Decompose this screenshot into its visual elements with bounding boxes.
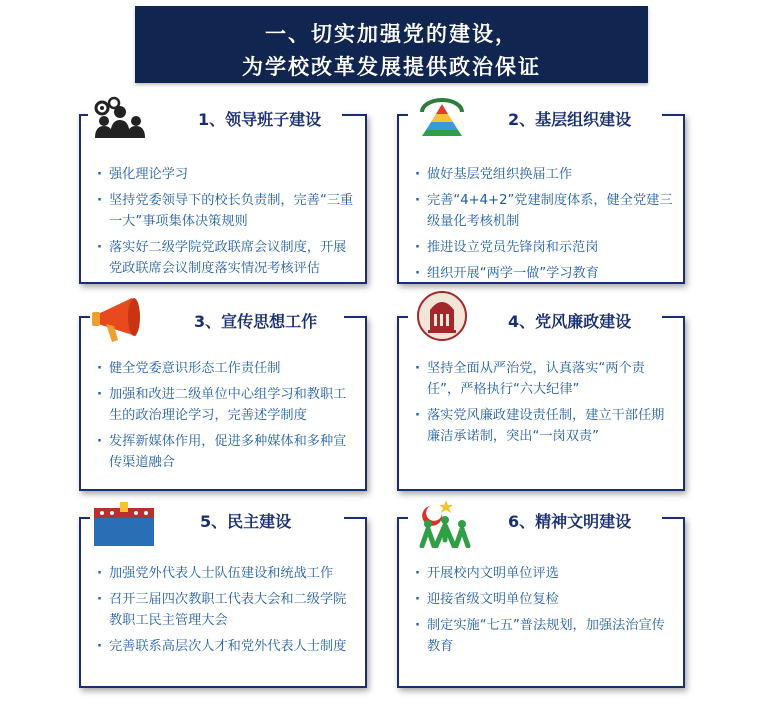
card-democracy-header <box>90 500 344 540</box>
card-integrity-header <box>408 300 662 340</box>
emblem-icon <box>416 288 468 342</box>
list-item: · 强化理论学习 <box>95 164 355 185</box>
list-item: · 加强党外代表人士队伍建设和统战工作 <box>95 563 355 584</box>
card-democracy-title: 5、民主建设 <box>200 511 292 531</box>
ballot-box-icon <box>92 502 156 548</box>
card-civilization-content <box>413 563 673 662</box>
card-leadership-content <box>95 164 355 284</box>
card-civilization-list <box>413 563 673 657</box>
card-grassroots-list <box>413 164 673 284</box>
card-grassroots-header <box>408 98 662 138</box>
card-civilization-title: 6、精神文明建设 <box>508 511 632 531</box>
card-grassroots-content <box>413 164 673 289</box>
banner-title-line2: 为学校改革发展提供政治保证 <box>242 54 541 79</box>
list-item: · 落实党风廉政建设责任制，建立干部任期廉洁承诺制，突出“一岗双责” <box>413 405 673 447</box>
page-banner <box>135 6 648 83</box>
list-item: · 开展校内文明单位评选 <box>413 563 673 584</box>
list-item: · 健全党委意识形态工作责任制 <box>95 358 355 379</box>
list-item: · 加强和改进二级单位中心组学习和教职工生的政治理论学习，完善述学制度 <box>95 384 355 426</box>
card-grassroots-title: 2、基层组织建设 <box>508 109 632 129</box>
list-item: · 坚持党委领导下的校长负责制，完善“三重一大”事项集体决策规则 <box>95 190 355 232</box>
banner-title-line1: 一、切实加强党的建设， <box>265 21 518 46</box>
list-item: · 发挥新媒体作用，促进多种媒体和多种宣传渠道融合 <box>95 431 355 473</box>
card-civilization-header <box>408 500 662 540</box>
civilization-figures-icon <box>416 496 474 548</box>
list-item: · 完善联系高层次人才和党外代表人士制度 <box>95 636 355 657</box>
card-integrity <box>397 316 685 491</box>
card-integrity-content <box>413 358 673 452</box>
card-democracy-list <box>95 563 355 657</box>
list-item: · 制定实施“七五”普法规划，加强法治宣传教育 <box>413 615 673 657</box>
card-integrity-list <box>413 358 673 447</box>
leadership-people-gear-icon <box>92 96 148 140</box>
list-item: · 坚持全面从严治党，认真落实“两个责任”，严格执行“六大纪律” <box>413 358 673 400</box>
card-propaganda-header <box>90 300 344 340</box>
list-item: · 落实好二级学院党政联席会议制度，开展党政联席会议制度落实情况考核评估 <box>95 237 355 279</box>
card-leadership-title: 1、领导班子建设 <box>198 109 322 129</box>
card-propaganda-list <box>95 358 355 473</box>
list-item: · 完善“4+4+2”党建制度体系，健全党建三级量化考核机制 <box>413 190 673 232</box>
card-grassroots <box>397 114 685 284</box>
list-item: · 做好基层党组织换届工作 <box>413 164 673 185</box>
megaphone-icon <box>92 294 152 346</box>
list-item: · 推进设立党员先锋岗和示范岗 <box>413 237 673 258</box>
list-item: · 召开三届四次教职工代表大会和二级学院教职工民主管理大会 <box>95 589 355 631</box>
card-integrity-title: 4、党风廉政建设 <box>508 311 632 331</box>
card-propaganda-title: 3、宣传思想工作 <box>194 311 318 331</box>
list-item: · 组织开展“两学一做”学习教育 <box>413 263 673 284</box>
card-leadership-header <box>88 98 342 138</box>
card-democracy-content <box>95 563 355 662</box>
pyramid-icon <box>414 98 470 138</box>
card-leadership-list <box>95 164 355 279</box>
list-item: · 迎接省级文明单位复检 <box>413 589 673 610</box>
card-propaganda-content <box>95 358 355 478</box>
